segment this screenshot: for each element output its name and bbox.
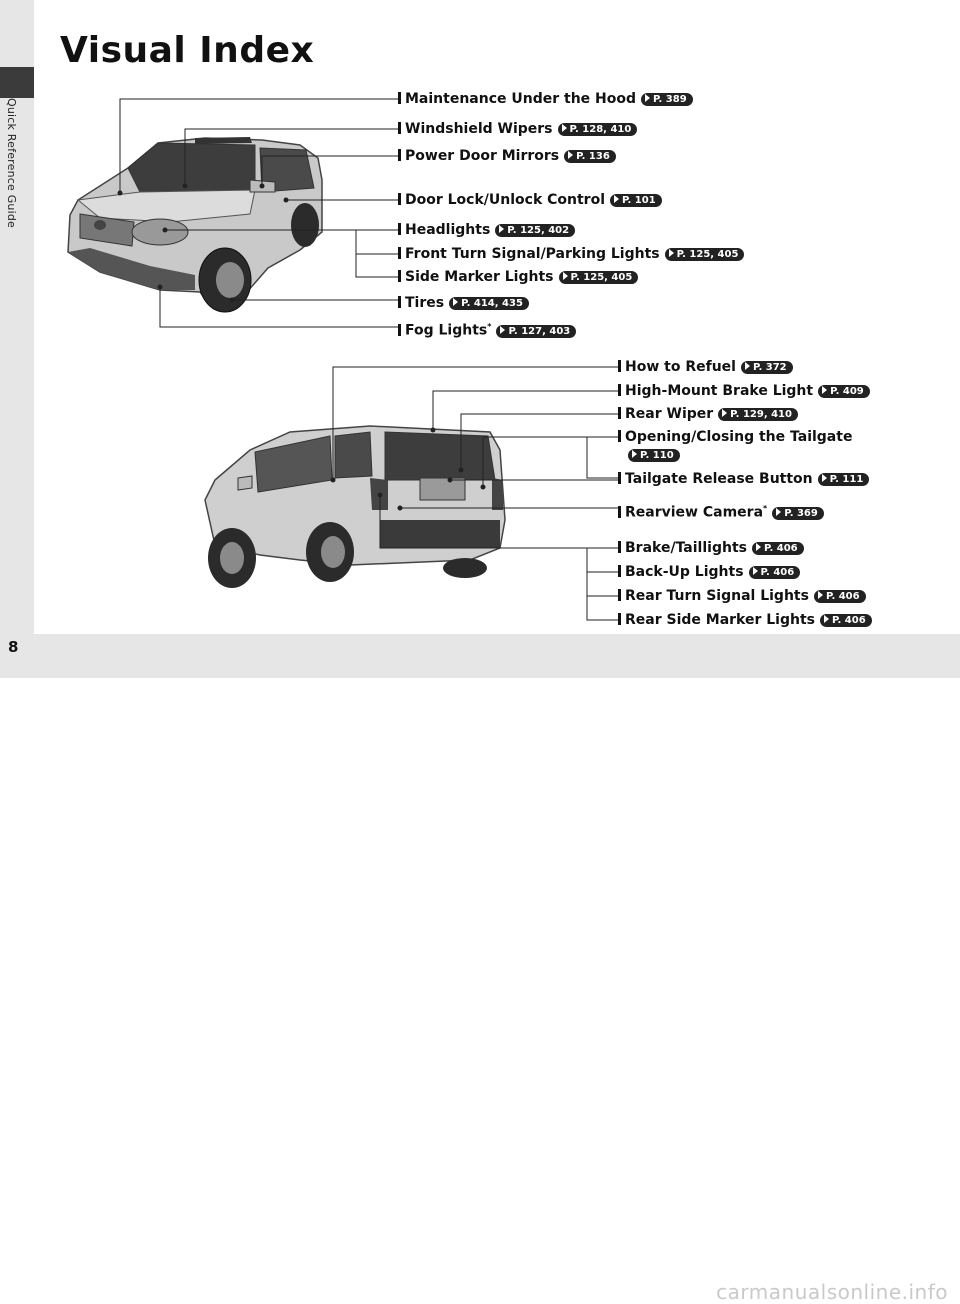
page-ref-link[interactable]: P. 128, 410 [558,123,638,136]
page-ref-link[interactable]: P. 389 [641,93,693,106]
rear-vehicle-illustration [205,426,505,588]
page-ref-link[interactable]: P. 125, 402 [495,224,575,237]
arrow-right-icon [645,94,650,102]
page-number: 8 [8,638,19,656]
arrow-right-icon [753,567,758,575]
page-ref-link[interactable]: P. 409 [818,385,870,398]
arrow-right-icon [818,591,823,599]
arrow-right-icon [453,298,458,306]
arrow-right-icon [822,386,827,394]
page-ref-link[interactable]: P. 127, 403 [496,325,576,338]
page-ref-link[interactable]: P. 414, 435 [449,297,529,310]
arrow-right-icon [822,474,827,482]
label-opening-closing-tailgate: Opening/Closing the Tailgate P. 110 [618,428,852,464]
page-title: Visual Index [60,30,315,71]
arrow-right-icon [824,615,829,623]
page-ref-link[interactable]: P. 101 [610,194,662,207]
page-ref-link[interactable]: P. 369 [772,507,824,520]
label-door-lock-control: Door Lock/Unlock Control P. 101 [398,191,662,209]
label-rear-turn-signal-lights: Rear Turn Signal Lights P. 406 [618,587,866,605]
label-side-marker-lights: Side Marker Lights P. 125, 405 [398,268,638,286]
label-headlights: Headlights P. 125, 402 [398,221,575,239]
arrow-right-icon [563,272,568,280]
section-label: Quick Reference Guide [5,98,18,228]
arrow-right-icon [756,543,761,551]
page-ref-link[interactable]: P. 125, 405 [665,248,745,261]
label-rear-wiper: Rear Wiper P. 129, 410 [618,405,798,423]
arrow-right-icon [614,195,619,203]
page-ref-link[interactable]: P. 406 [749,566,801,579]
label-high-mount-brake-light: High-Mount Brake Light P. 409 [618,382,870,400]
label-back-up-lights: Back-Up Lights P. 406 [618,563,800,581]
label-power-door-mirrors: Power Door Mirrors P. 136 [398,147,616,165]
label-tailgate-release-button: Tailgate Release Button P. 111 [618,470,869,488]
page-ref-link[interactable]: P. 111 [818,473,870,486]
arrow-right-icon [722,409,727,417]
label-maintenance-under-hood: Maintenance Under the Hood P. 389 [398,90,693,108]
arrow-right-icon [500,326,505,334]
arrow-right-icon [499,225,504,233]
arrow-right-icon [632,450,637,458]
arrow-right-icon [562,124,567,132]
page-ref-link[interactable]: P. 136 [564,150,616,163]
label-rear-side-marker-lights: Rear Side Marker Lights P. 406 [618,611,872,629]
page-ref-link[interactable]: P. 125, 405 [559,271,639,284]
watermark: carmanualsonline.info [716,1280,948,1304]
arrow-right-icon [568,151,573,159]
label-fog-lights: Fog Lights* P. 127, 403 [398,318,576,340]
page-ref-link[interactable]: P. 406 [752,542,804,555]
label-brake-taillights: Brake/Taillights P. 406 [618,539,804,557]
page-ref-link[interactable]: P. 406 [820,614,872,627]
arrow-right-icon [669,249,674,257]
page-ref-link[interactable]: P. 110 [628,449,680,462]
front-vehicle-illustration [68,137,322,312]
arrow-right-icon [776,508,781,516]
label-front-turn-signal: Front Turn Signal/Parking Lights P. 125, 405 [398,245,744,263]
label-how-to-refuel: How to Refuel P. 372 [618,358,793,376]
page-ref-link[interactable]: P. 129, 410 [718,408,798,421]
label-windshield-wipers: Windshield Wipers P. 128, 410 [398,120,637,138]
label-rearview-camera: Rearview Camera* P. 369 [618,500,824,522]
page-ref-link[interactable]: P. 406 [814,590,866,603]
label-tires: Tires P. 414, 435 [398,294,529,312]
arrow-right-icon [745,362,750,370]
page-ref-link[interactable]: P. 372 [741,361,793,374]
